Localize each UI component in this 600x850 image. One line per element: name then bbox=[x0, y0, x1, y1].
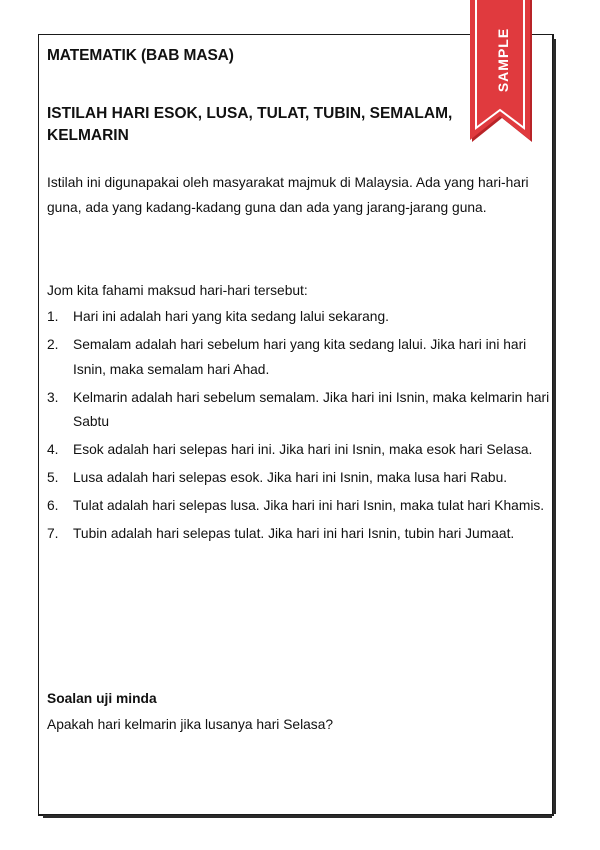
list-item-text: Hari ini adalah hari yang kita sedang lalui sekarang. bbox=[73, 309, 389, 324]
list-item-text: Esok adalah hari selepas hari ini. Jika hari ini Isnin, maka esok hari Selasa. bbox=[73, 442, 533, 457]
list-item-number: 6. bbox=[47, 498, 59, 513]
list-item bbox=[47, 438, 552, 463]
list-item-text: Kelmarin adalah hari sebelum semalam. Jika hari ini Isnin, maka kelmarin hari Sabtu bbox=[73, 389, 550, 429]
question-heading: Soalan uji minda bbox=[47, 691, 157, 706]
list-item-text: Semalam adalah hari sebelum hari yang kita sedang lalui. Jika hari ini hari Isnin, maka semalam hari Ahad. bbox=[73, 337, 527, 377]
intro-paragraph: Istilah ini digunapakai oleh masyarakat majmuk di Malaysia. Ada yang hari-hari guna, ada yang kadang-kadang guna dan ada yang jarang-jarang guna. bbox=[47, 175, 529, 215]
list-item bbox=[47, 522, 552, 547]
list-item-number: 7. bbox=[47, 526, 59, 541]
page-subheading: ISTILAH HARI ESOK, LUSA, TULAT, TUBIN, SEMALAM, KELMARIN bbox=[47, 105, 453, 144]
list-item bbox=[47, 333, 552, 382]
question-text: Apakah hari kelmarin jika lusanya hari Selasa? bbox=[47, 717, 334, 732]
list-item-number: 5. bbox=[47, 470, 59, 485]
list-item bbox=[47, 305, 552, 330]
list-item-text: Lusa adalah hari selepas esok. Jika hari ini Isnin, maka lusa hari Rabu. bbox=[73, 470, 508, 485]
worksheet-page bbox=[38, 34, 554, 816]
list-item-number: 2. bbox=[47, 337, 59, 352]
list-item bbox=[47, 386, 552, 435]
page-heading: MATEMATIK (BAB MASA) bbox=[47, 47, 234, 64]
ribbon-label: SAMPLE bbox=[495, 27, 511, 93]
list-item-number: 3. bbox=[47, 389, 59, 405]
list-lead-text: Jom kita fahami maksud hari-hari tersebut: bbox=[47, 283, 308, 298]
list-item-number: 4. bbox=[47, 442, 59, 457]
list-item-text: Tulat adalah hari selepas lusa. Jika hari ini hari Isnin, maka tulat hari Khamis. bbox=[73, 498, 545, 513]
list-item-text: Tubin adalah hari selepas tulat. Jika hari ini hari Isnin, tubin hari Jumaat. bbox=[73, 526, 515, 541]
list-item bbox=[47, 494, 552, 519]
list-item bbox=[47, 466, 552, 491]
list-item-number: 1. bbox=[47, 309, 59, 324]
definition-list bbox=[47, 305, 552, 550]
